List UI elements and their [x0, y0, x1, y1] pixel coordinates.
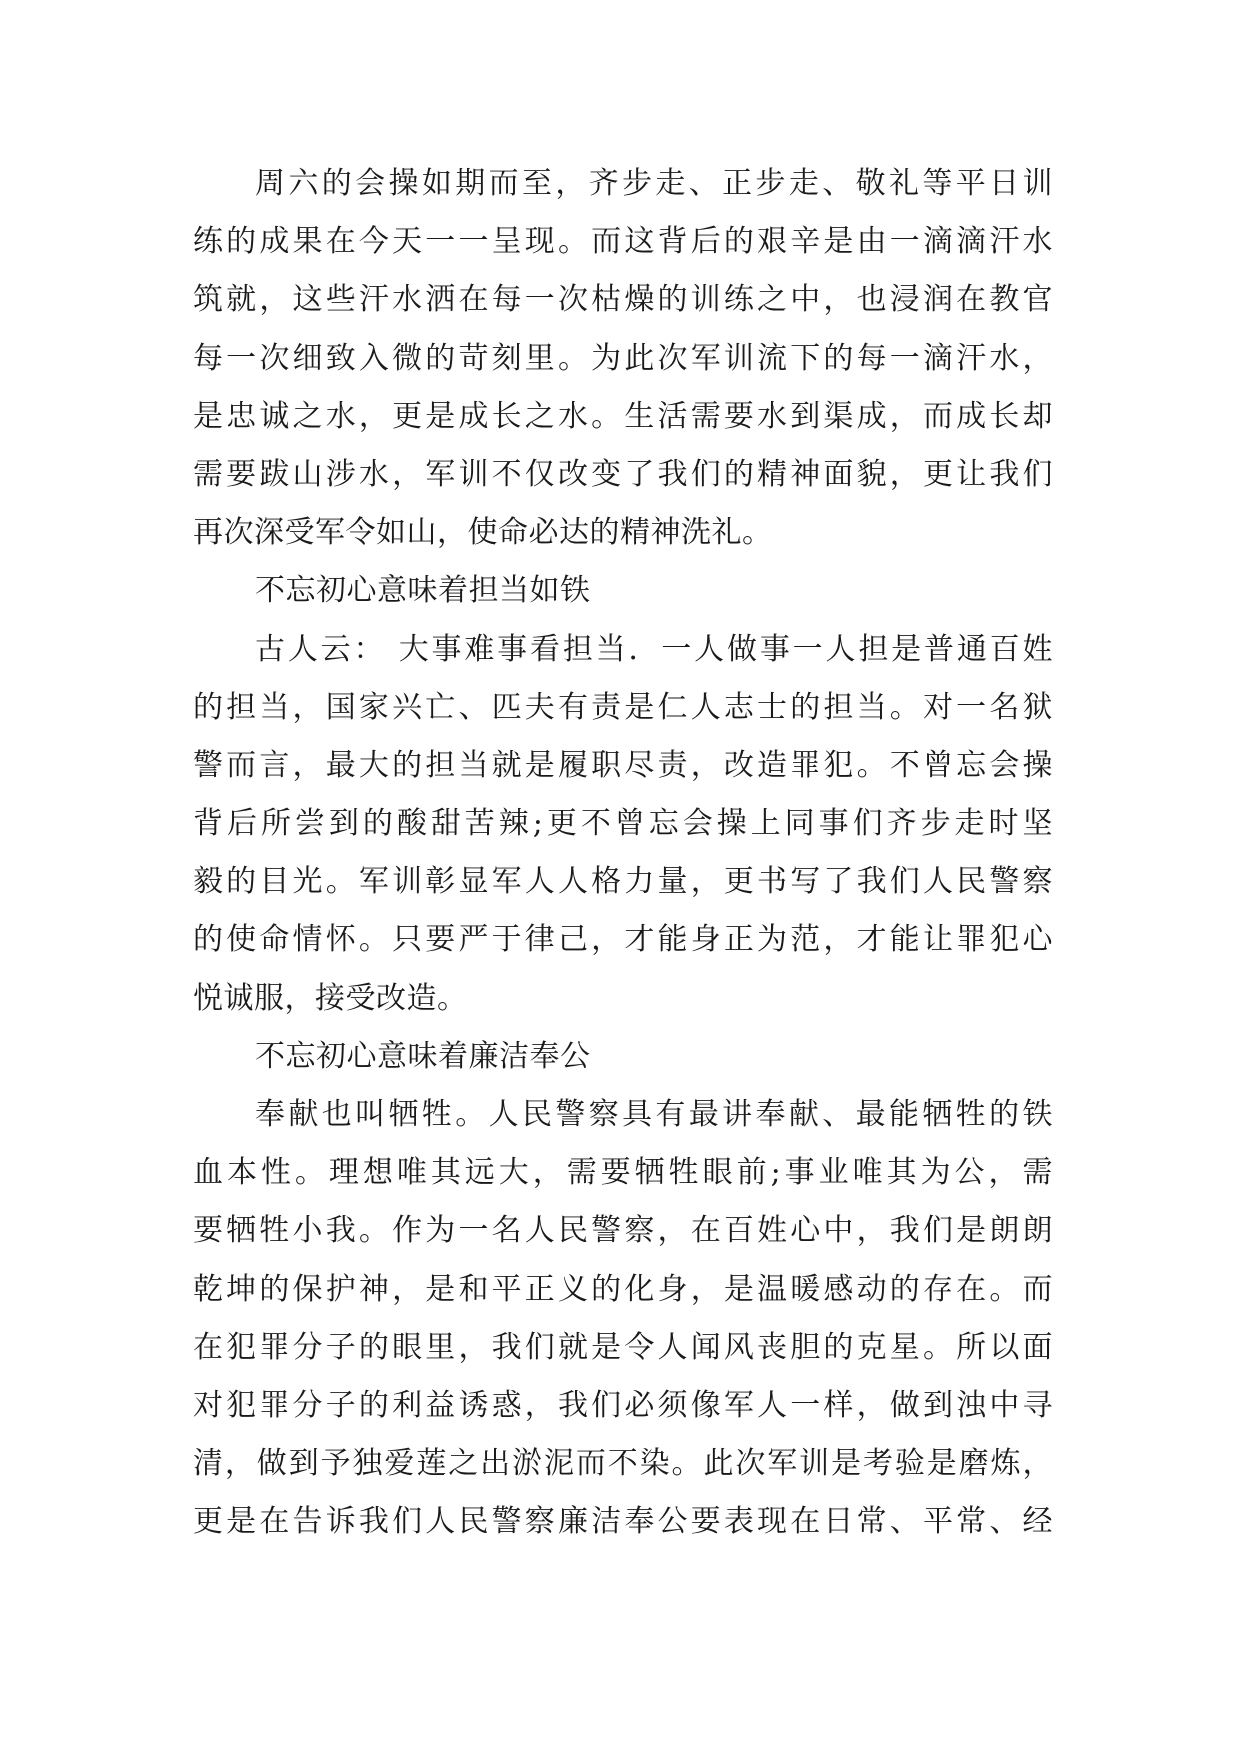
paragraph-2-line-1: 古人云： 大事难事看担当．一人做事一人担是普通百姓 — [255, 631, 1053, 667]
paragraph-3-line-2: 血本性。理想唯其远大，需要牺牲眼前;事业唯其为公，需 — [193, 1155, 1053, 1191]
paragraph-1-line-4: 每一次细致入微的苛刻里。为此次军训流下的每一滴汗水， — [193, 340, 1053, 376]
paragraph-3-line-8: 更是在告诉我们人民警察廉洁奉公要表现在日常、平常、经 — [193, 1504, 1053, 1540]
paragraph-3-line-7: 清，做到予独爱莲之出淤泥而不染。此次军训是考验是磨炼， — [193, 1446, 1053, 1482]
paragraph-2-line-6: 的使命情怀。只要严于律己，才能身正为范，才能让罪犯心 — [193, 922, 1053, 958]
paragraph-3-line-4: 乾坤的保护神，是和平正义的化身，是温暖感动的存在。而 — [193, 1271, 1053, 1307]
document-body — [193, 155, 1053, 1552]
section-heading-1: 不忘初心意味着担当如铁 — [255, 573, 591, 609]
paragraph-2-line-3: 警而言，最大的担当就是履职尽责，改造罪犯。不曾忘会操 — [193, 747, 1053, 783]
paragraph-1-line-1: 周六的会操如期而至，齐步走、正步走、敬礼等平日训 — [255, 166, 1053, 201]
paragraph-3-line-1: 奉献也叫牺牲。人民警察具有最讲奉献、最能牺牲的铁 — [255, 1097, 1053, 1132]
paragraph-3-line-5: 在犯罪分子的眼里，我们就是令人闻风丧胆的克星。所以面 — [193, 1329, 1053, 1365]
paragraph-1-line-5: 是忠诚之水，更是成长之水。生活需要水到渠成，而成长却 — [193, 398, 1053, 434]
paragraph-1-line-3: 筑就，这些汗水洒在每一次枯燥的训练之中，也浸润在教官 — [193, 282, 1053, 318]
paragraph-1-line-7: 再次深受军令如山，使命必达的精神洗礼。 — [193, 515, 773, 551]
paragraph-3-line-3: 要牺牲小我。作为一名人民警察，在百姓心中，我们是朗朗 — [193, 1213, 1053, 1249]
paragraph-2-line-2: 的担当，国家兴亡、匹夫有责是仁人志士的担当。对一名狱 — [193, 689, 1053, 725]
section-heading-2: 不忘初心意味着廉洁奉公 — [255, 1038, 591, 1074]
paragraph-1-line-6: 需要跋山涉水，军训不仅改变了我们的精神面貌，更让我们 — [193, 456, 1053, 492]
paragraph-1-line-2: 练的成果在今天一一呈现。而这背后的艰辛是由一滴滴汗水 — [193, 224, 1053, 260]
paragraph-2-line-5: 毅的目光。军训彰显军人人格力量，更书写了我们人民警察 — [193, 864, 1053, 900]
paragraph-3-line-6: 对犯罪分子的利益诱惑，我们必须像军人一样，做到浊中寻 — [193, 1387, 1053, 1423]
paragraph-2-line-7: 悦诚服，接受改造。 — [193, 980, 468, 1016]
paragraph-2-line-4: 背后所尝到的酸甜苦辣;更不曾忘会操上同事们齐步走时坚 — [193, 806, 1053, 842]
